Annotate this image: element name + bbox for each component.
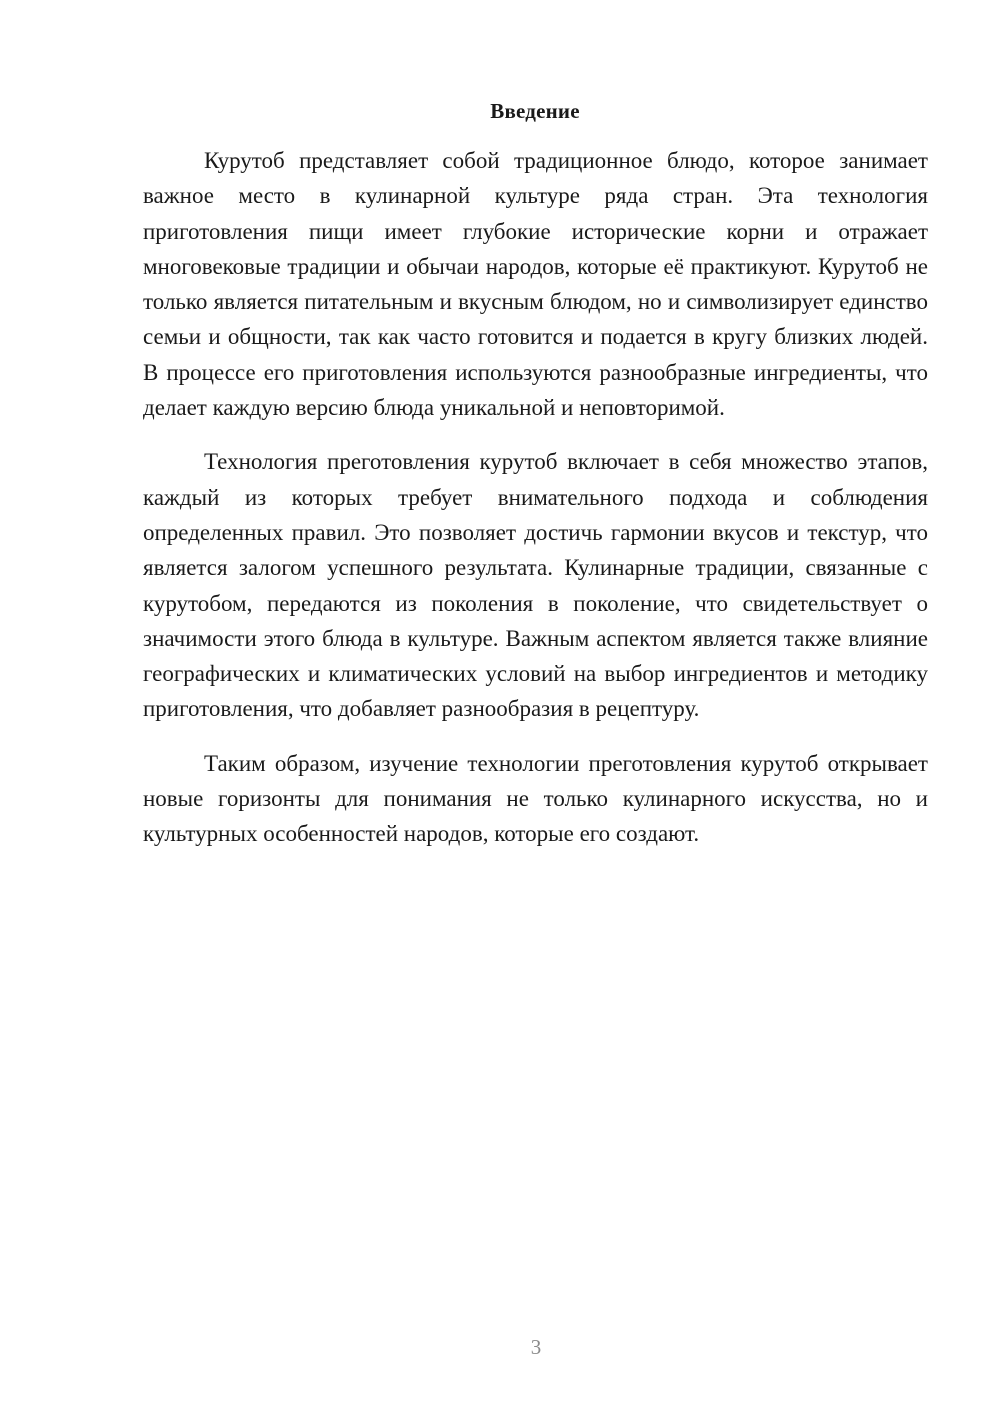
paragraph-2: Технология преготовления курутоб включает в себя множество этапов, каждый из которых требует внимательного подхода и соблюдения определенных правил. Это позволяет достичь гармонии вкусов и текстур, что является залогом успешного результата. Кулинарные традиции, связанные с курутобом, передаются из поколения в поколение, что свидетельствует о значимости этого блюда в культуре. Важным аспектом является также влияние географических и климатических условий на выбор ингредиентов и методику приготовления, что добавляет разнообразия в рецептуру. <box>143 449 928 722</box>
section-heading: Введение <box>490 99 580 123</box>
paragraph-1: Курутоб представляет собой традиционное блюдо, которое занимает важное место в кулинарной культуре ряда стран. Эта технология приготовления пищи имеет глубокие исторические корни и отражает многовековые традиции и обычаи народов, которые её практикуют. Курутоб не только является питательным и вкусным блюдом, но и символизирует единство семьи и общности, так как часто готовится и подается в кругу близких людей. В процессе его приготовления используются разнообразные ингредиенты, что делает каждую версию блюда уникальной и неповторимой. <box>143 148 928 421</box>
body-text <box>143 143 928 852</box>
paragraph-3: Таким образом, изучение технологии преготовления курутоб открывает новые горизонты для понимания не только кулинарного искусства, но и культурных особенностей народов, которые его создают. <box>143 750 928 847</box>
page-number: 3 <box>530 1335 542 1359</box>
